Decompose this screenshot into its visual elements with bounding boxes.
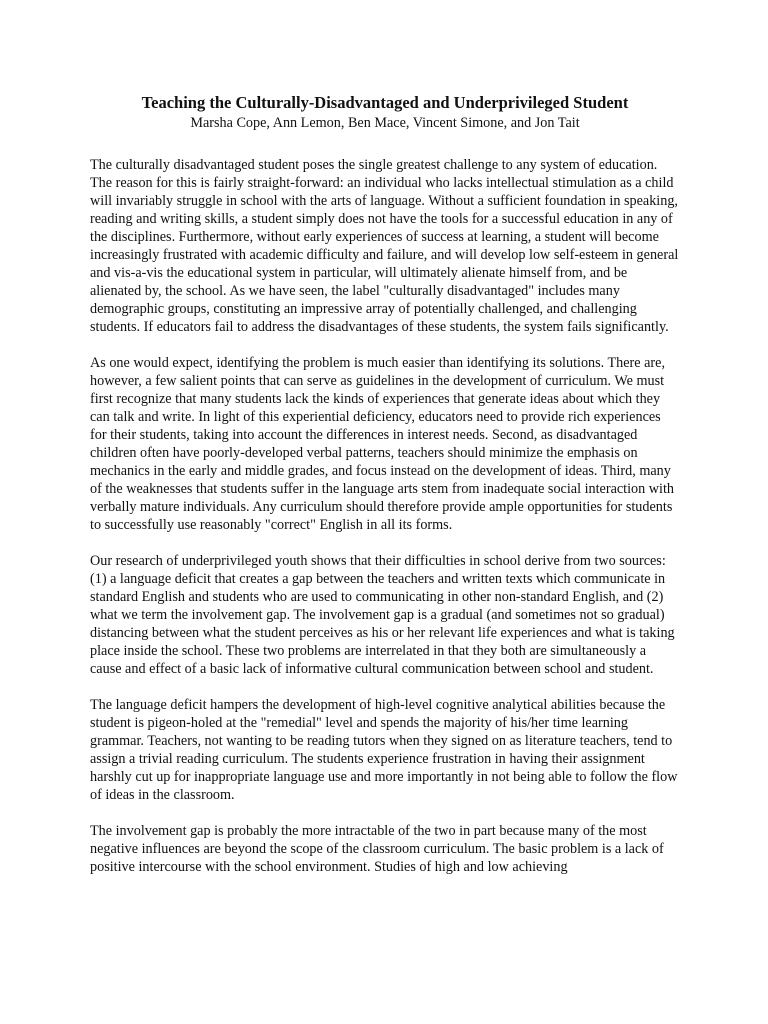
paragraph: As one would expect, identifying the problem is much easier than identifying its solutions. There are, however, a few salient points that can serve as guidelines in the development of curriculum. We must first recognize that many students lack the kinds of experiences that generate ideas about which they can talk and write. In light of this experiential deficiency, educators need to provide rich experiences for their students, taking into account the differences in interest needs. Second, as disadvantaged children often have poorly-developed verbal patterns, teachers should minimize the emphasis on mechanics in the early and middle grades, and focus instead on the development of ideas. Third, many of the weaknesses that students suffer in the language arts stem from inadequate social interaction with verbally mature individuals. Any curriculum should therefore provide ample opportunities for students to successfully use reasonably "correct" English in all its forms. bbox=[90, 355, 675, 533]
document-body bbox=[90, 156, 680, 876]
paragraph: The culturally disadvantaged student poses the single greatest challenge to any system of education. The reason for this is fairly straight-forward: an individual who lacks intellectual stimulation as a child will invariably struggle in school with the arts of language. Without a sufficient foundation in speaking, reading and writing skills, a student simply does not have the tools for a successful education in any of the disciplines. Furthermore, without early experiences of success at learning, a student will become increasingly frustrated with academic difficulty and failure, and will develop low self-esteem in general and vis-a-vis the educational system in particular, will ultimately alienate himself from, and be alienated by, the school. As we have seen, the label "culturally disadvantaged" includes many demographic groups, constituting an impressive array of potentially challenged, and challenging students. If educators fail to address the disadvantages of these students, the system fails significantly. bbox=[90, 157, 679, 335]
document-authors: Marsha Cope, Ann Lemon, Ben Mace, Vincent Simone, and Jon Tait bbox=[190, 115, 580, 131]
paragraph: The language deficit hampers the development of high-level cognitive analytical abilities because the student is pigeon-holed at the "remedial" level and spends the majority of his/her time learning grammar. Teachers, not wanting to be reading tutors when they signed on as literature teachers, tend to assign a trivial reading curriculum. The students experience frustration in having their assignment harshly cut up for inappropriate language use and more importantly in not being able to follow the flow of ideas in the classroom. bbox=[90, 697, 678, 803]
document-title: Teaching the Culturally-Disadvantaged and Underprivileged Student bbox=[141, 93, 629, 112]
paragraph: Our research of underprivileged youth shows that their difficulties in school derive from two sources: (1) a language deficit that creates a gap between the teachers and written texts which communicate in standard English and students who are used to communicating in other non-standard English, and (2) what we term the involvement gap. The involvement gap is a gradual (and sometimes not so gradual) distancing between what the student perceives as his or her relevant life experiences and what is taking place inside the school. These two problems are interrelated in that they both are simultaneously a cause and effect of a basic lack of informative cultural communication between school and student. bbox=[90, 553, 675, 677]
document-page bbox=[90, 92, 680, 894]
paragraph: The involvement gap is probably the more intractable of the two in part because many of the most negative influences are beyond the scope of the classroom curriculum. The basic problem is a lack of positive intercourse with the school environment. Studies of high and low achieving bbox=[90, 823, 664, 875]
